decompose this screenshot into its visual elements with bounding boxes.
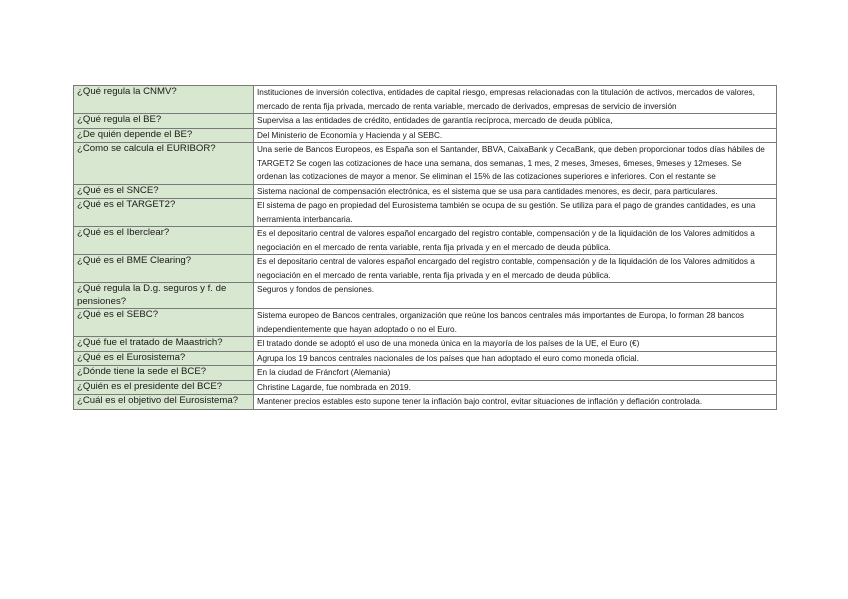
question-cell: ¿Qué es el BME Clearing? (74, 255, 254, 283)
table-row (74, 143, 777, 185)
question-cell: ¿Quién es el presidente del BCE? (74, 380, 254, 395)
table-row (74, 395, 777, 410)
question-cell: ¿De quién depende el BE? (74, 128, 254, 143)
table-row (74, 380, 777, 395)
answer-cell: Instituciones de inversión colectiva, entidades de capital riesgo, empresas relacionadas con la titulación de activos, mercados de valores, mercado de renta fija privada, mercado de renta variable, mercado de derivados, empresas de servicio de inversión (254, 86, 777, 114)
table-row (74, 114, 777, 129)
question-cell: ¿Qué regula la D.g. seguros y f. de pensiones? (74, 283, 254, 309)
question-cell: ¿Qué es el Eurosistema? (74, 351, 254, 366)
question-cell: ¿Cuál es el objetivo del Eurosistema? (74, 395, 254, 410)
answer-cell: Es el depositario central de valores español encargado del registro contable, compensación y de la liquidación de los Valores admitidos a negociación en el mercado de renta variable, renta fija privada y en el mercado de deuda pública. (254, 227, 777, 255)
question-cell: ¿Qué regula el BE? (74, 114, 254, 129)
table-row (74, 128, 777, 143)
table-row (74, 227, 777, 255)
table-row (74, 86, 777, 114)
answer-cell: Mantener precios estables esto supone tener la inflación bajo control, evitar situaciones de inflación y deflación controlada. (254, 395, 777, 410)
table-row (74, 351, 777, 366)
table-row (74, 283, 777, 309)
qa-table (73, 85, 777, 410)
answer-cell: Es el depositario central de valores español encargado del registro contable, compensación y de la liquidación de los Valores admitidos a negociación en el mercado de renta variable, renta fija privada y en el mercado de deuda pública. (254, 255, 777, 283)
answer-cell: El sistema de pago en propiedad del Eurosistema también se ocupa de su gestión. Se utiliza para el pago de grandes cantidades, es una herramienta interbancaria. (254, 199, 777, 227)
question-cell: ¿Como se calcula el EURIBOR? (74, 143, 254, 185)
answer-cell: En la ciudad de Fráncfort (Alemania) (254, 366, 777, 381)
table-row (74, 199, 777, 227)
answer-cell: Una serie de Bancos Europeos, es España son el Santander, BBVA, CaixaBank y CecaBank, que deben proporcionar todos días hábiles de TARGET2 Se cogen las cotizaciones de hace una semana, dos semanas, 1 mes, 2 meses, 3meses, 6meses, 9meses y 12meses. Se ordenan las cotizaciones de mayor a menor. Se eliminan el 15% de las cotizaciones superiores e inferiores. Con el restante se (254, 143, 777, 185)
question-cell: ¿Qué fue el tratado de Maastrich? (74, 337, 254, 352)
question-cell: ¿Qué regula la CNMV? (74, 86, 254, 114)
answer-cell: Sistema nacional de compensación electrónica, es el sistema que se usa para cantidades menores, es decir, para particulares. (254, 184, 777, 199)
answer-cell: El tratado donde se adoptó el uso de una moneda única en la mayoría de los países de la UE, el Euro (€) (254, 337, 777, 352)
table-row (74, 255, 777, 283)
question-cell: ¿Qué es el Iberclear? (74, 227, 254, 255)
question-cell: ¿Dónde tiene la sede el BCE? (74, 366, 254, 381)
question-cell: ¿Qué es el SEBC? (74, 309, 254, 337)
answer-cell: Supervisa a las entidades de crédito, entidades de garantía recíproca, mercado de deuda pública, (254, 114, 777, 129)
answer-cell: Christine Lagarde, fue nombrada en 2019. (254, 380, 777, 395)
answer-cell: Sistema europeo de Bancos centrales, organización que reúne los bancos centrales más importantes de Europa, lo forman 28 bancos independientemente que hayan adoptado o no el Euro. (254, 309, 777, 337)
question-cell: ¿Qué es el TARGET2? (74, 199, 254, 227)
answer-cell: Seguros y fondos de pensiones. (254, 283, 777, 309)
table-row (74, 184, 777, 199)
table-row (74, 366, 777, 381)
answer-cell: Agrupa los 19 bancos centrales nacionales de los países que han adoptado el euro como moneda oficial. (254, 351, 777, 366)
table-row (74, 309, 777, 337)
question-cell: ¿Qué es el SNCE? (74, 184, 254, 199)
table-row (74, 337, 777, 352)
answer-cell: Del Ministerio de Economía y Hacienda y al SEBC. (254, 128, 777, 143)
